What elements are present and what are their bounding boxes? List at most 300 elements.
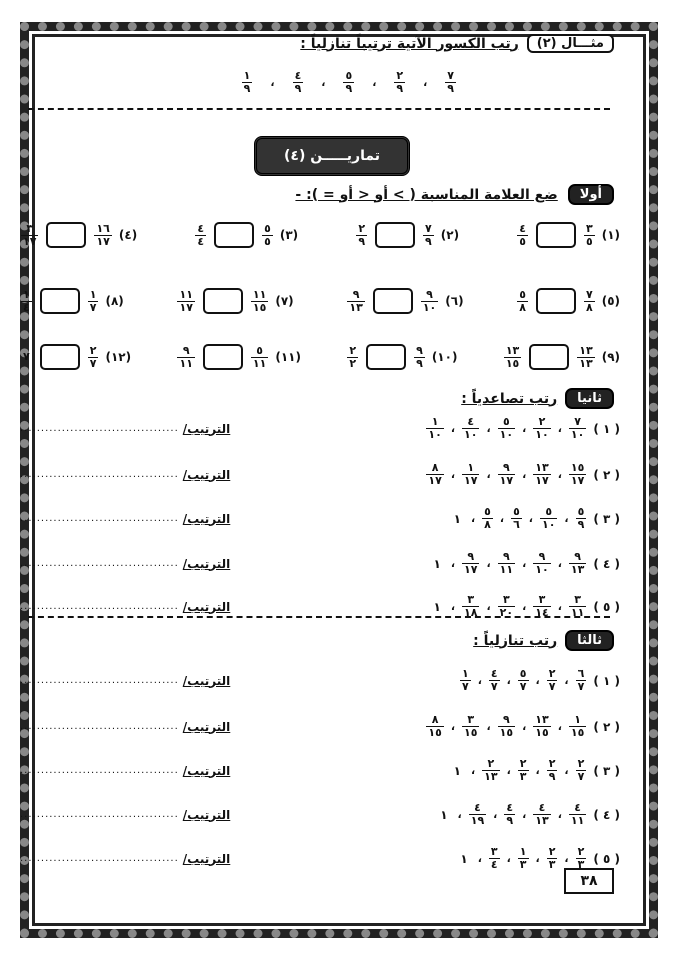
denominator: ١٣ [579,356,593,370]
fraction [195,223,206,248]
denominator: ١٥ [570,726,585,739]
denominator: ١١ [570,814,585,827]
answer-box[interactable] [375,222,415,248]
item-number: ( ٥ ) [593,599,620,614]
comma-separator: ، [535,764,540,777]
numerator: ٤ [294,69,302,82]
item-number: (٨) [105,294,124,308]
item-number: (٣) [279,228,299,242]
denominator: ٩ [396,82,404,95]
numerator: ٥ [264,221,271,235]
denominator: ١٥ [464,726,478,739]
denominator: ٥ [264,234,271,248]
denominator: ١٨ [464,606,478,619]
numerator: ٣ [538,593,546,606]
item-number: ( ٢ ) [593,719,620,734]
numerator: ٥ [513,505,520,518]
divider [28,616,610,618]
order-label: الترتيب/ [182,556,231,571]
denominator: ٧ [548,680,556,693]
numerator: ١١ [252,287,267,301]
answer-box[interactable] [203,288,243,314]
denominator: ٤ [490,858,498,871]
item-number: (١) [601,228,620,242]
numerator: ٢ [548,667,556,680]
item-number: (١١) [275,350,301,364]
comparison-item [174,288,293,314]
numerator: ٢ [577,757,585,770]
answer-box[interactable] [373,288,413,314]
numerator: ٩ [426,287,433,301]
numerator: ١١ [179,287,193,301]
numerator: ١٣ [535,713,549,726]
numerator: ١٣ [505,343,520,357]
comparison-item [344,344,457,370]
denominator: ٨ [519,300,526,314]
part3-instruction: رتب تنازلياً : [473,632,558,649]
denominator: ٦ [513,518,520,531]
denominator: ٧ [519,680,527,693]
part1-instruction: ضع العلامة المناسبة ( > أو < أو = ): - [295,186,558,203]
item-number: (٩) [601,350,620,364]
answer-line[interactable]: ...................................... [20,809,179,820]
denominator: ٣ [577,858,585,871]
denominator: ٧ [461,680,469,693]
comparison-row [18,344,620,370]
numerator: ٩ [503,550,510,563]
denominator: ١١ [499,563,514,576]
answer-box[interactable] [366,344,406,370]
answer-line[interactable]: ...................................... [20,853,179,864]
fraction [533,802,550,827]
order-label: الترتيب/ [182,673,231,688]
comma-separator: ، [486,422,491,435]
ordering-row [20,714,620,739]
denominator: ٧ [577,770,585,783]
numerator: ١٦ [96,221,110,235]
comma-separator: ، [557,557,562,570]
numerator: ١ [243,69,251,82]
comma-separator: ، [321,76,326,89]
fraction [576,506,587,531]
comma-separator: ، [470,512,476,525]
answer-box[interactable] [214,222,254,248]
answer-box[interactable] [529,344,569,370]
fraction [262,223,273,248]
comparison-row [18,222,620,248]
comma-separator: ، [423,76,428,89]
ordering-row [20,416,620,441]
order-label: الترتيب/ [182,467,231,482]
denominator: ١٧ [570,474,585,487]
comma-separator: ، [457,808,462,821]
denominator: ١٣ [535,814,549,827]
numerator: ٤ [197,221,205,235]
numerator: ٨ [431,713,439,726]
comparison-item [18,344,131,370]
numerator: ٧ [574,415,581,428]
comma-separator: ، [557,600,562,613]
comparison-item [514,222,620,248]
comma-separator: ، [564,512,569,525]
fraction [498,551,515,576]
numerator: ٤ [467,415,475,428]
fraction [445,70,456,95]
comparison-item [353,222,459,248]
item-number: ( ١ ) [593,421,620,436]
numerator: ٢ [487,757,495,770]
fraction [540,506,557,531]
denominator: ١٣ [349,300,363,314]
order-label: الترتيب/ [182,763,231,778]
comma-separator: ، [506,852,511,865]
denominator: ٧ [577,680,585,693]
numerator: ٩ [503,461,510,474]
comma-separator: ، [450,468,456,481]
comma-separator: ، [557,422,562,435]
fraction [533,462,550,487]
fraction [533,416,550,441]
fraction [177,345,194,370]
denominator: ١٥ [252,300,267,314]
comma-separator: ، [557,468,562,481]
numerator: ٩ [538,550,546,563]
ordering-row [20,802,620,827]
comma-separator: ، [506,674,511,687]
fraction [460,668,471,693]
ordering-row [20,668,620,693]
whole-number: ١ [433,556,441,571]
comma-separator: ، [522,468,527,481]
item-number: ( ٢ ) [593,467,620,482]
denominator: ٩ [358,234,366,248]
numerator: ٥ [577,505,585,518]
numerator: ٣ [490,845,498,858]
denominator: ١٥ [535,726,549,739]
comparison-item [514,288,620,314]
worksheet-content [18,16,620,900]
denominator: ١٧ [464,474,478,487]
comma-separator: ، [450,720,456,733]
item-number: (٥) [601,294,620,308]
fraction [547,846,558,871]
comma-separator: ، [450,422,456,435]
numerator: ٥ [256,343,263,357]
comma-separator: ، [557,808,562,821]
fraction [21,289,32,314]
denominator: ٩ [243,82,251,95]
fraction [498,416,515,441]
comparison-item [174,344,301,370]
fraction [498,462,515,487]
fraction [504,345,521,370]
order-label: الترتيب/ [182,599,231,614]
comma-separator: ، [557,720,562,733]
answer-box[interactable] [536,222,576,248]
part1-header [295,184,614,205]
fraction [518,758,529,783]
numerator: ٦ [577,667,585,680]
fraction [518,668,529,693]
whole-number: ١ [433,599,441,614]
fraction [343,70,354,95]
numerator: ٥ [545,505,553,518]
numerator: ١ [89,287,97,301]
numerator: ٤ [538,801,546,814]
numerator: ٣ [503,593,510,606]
fraction [426,416,443,441]
denominator: ٣ [519,858,527,871]
numerator: ٩ [467,550,475,563]
answer-line[interactable]: ...................................... [20,469,179,480]
comma-separator: ، [493,808,498,821]
comma-separator: ، [564,674,569,687]
fraction [517,289,528,314]
denominator: ١٧ [499,474,514,487]
numerator: ٥ [519,287,526,301]
item-number: (١٠) [431,350,458,364]
numerator: ٩ [503,713,510,726]
fraction [533,714,550,739]
numerator: ١٣ [535,461,549,474]
comma-separator: ، [522,557,527,570]
numerator: ٣ [585,221,593,235]
part2-header [461,388,614,409]
answer-line[interactable]: ...................................... [20,675,179,686]
fraction [584,223,595,248]
fraction [482,758,499,783]
comma-separator: ، [535,674,540,687]
comma-separator: ، [486,468,491,481]
fraction [518,846,529,871]
ordering-row [20,551,620,576]
fraction [569,551,586,576]
numerator: ٥ [519,667,527,680]
part2-badge: ثانيا [565,388,614,409]
item-number: (٧) [275,294,294,308]
comma-separator: ، [564,764,569,777]
numerator: ١ [467,461,475,474]
numerator: ٥ [503,415,510,428]
answer-line[interactable]: ...................................... [20,558,179,569]
example-header [300,34,614,53]
answer-box[interactable] [40,344,80,370]
denominator: ١٠ [570,428,585,441]
denominator: ٧ [89,300,97,314]
answer-line[interactable]: ...................................... [20,423,179,434]
denominator: ٤ [197,234,205,248]
denominator: ١١ [179,356,193,370]
fraction [576,758,587,783]
fraction [462,551,479,576]
numerator: ٤ [474,801,481,814]
denominator: ٨ [585,300,593,314]
numerator: ٤ [490,667,498,680]
answer-box[interactable] [536,288,576,314]
denominator: ٩ [345,82,353,95]
numerator: ٤ [519,221,526,235]
whole-number: ١ [453,511,461,526]
denominator: ١٣ [484,770,498,783]
item-number: (١٢) [105,350,132,364]
comma-separator: ، [535,852,540,865]
fraction [414,345,425,370]
fraction [251,289,268,314]
answer-box[interactable] [46,222,86,248]
fraction [482,506,493,531]
fraction [489,846,500,871]
item-number: (٢) [440,228,460,242]
fraction [533,551,550,576]
fraction [511,506,522,531]
numerator: ٢ [538,415,546,428]
fraction [569,462,586,487]
comparison-item [344,288,463,314]
numerator: ١ [519,845,527,858]
numerator: ٢ [519,757,527,770]
denominator: ١٥ [428,726,442,739]
answer-line[interactable]: ...................................... [20,601,179,612]
exercises-title [254,136,410,176]
fraction [251,345,268,370]
numerator: ١٥ [570,461,585,474]
answer-box[interactable] [40,288,80,314]
item-number: ( ٤ ) [593,556,620,571]
page-number: ٣٨ [564,868,614,894]
item-number: ( ٣ ) [593,763,620,778]
fraction [462,714,479,739]
comma-separator: ، [528,512,533,525]
denominator: ٩ [548,770,556,783]
denominator: ١٥ [505,356,520,370]
item-number: ( ٤ ) [593,807,620,822]
exercises-title-text: تماريـــــن (٤) [284,148,380,164]
numerator: ٣ [574,593,581,606]
fraction [242,70,253,95]
fraction [423,223,434,248]
fraction [177,289,194,314]
part3-header [473,630,614,651]
comma-separator: ، [486,557,491,570]
numerator: ٥ [345,69,353,82]
numerator: ١ [461,667,469,680]
denominator: ٩ [506,814,514,827]
numerator: ٣ [467,593,475,606]
numerator: ٧ [447,69,454,82]
fraction [426,714,443,739]
order-label: الترتيب/ [182,511,231,526]
answer-box[interactable] [203,344,243,370]
item-number: (٤) [118,228,138,242]
fraction [21,223,38,248]
numerator: ٢ [358,221,366,235]
denominator: ١٠ [499,428,514,441]
denominator: ١٧ [179,300,193,314]
fraction [577,345,594,370]
denominator: ٣ [548,858,556,871]
denominator: ١٠ [535,428,549,441]
numerator: ٤ [574,801,581,814]
fraction [576,668,587,693]
denominator: ١١ [570,606,585,619]
denominator: ٣ [519,770,527,783]
denominator: ٩ [425,234,432,248]
fraction [347,345,358,370]
denominator: ١٤ [535,606,549,619]
whole-number: ١ [453,763,461,778]
comma-separator: ، [486,720,491,733]
denominator: ١٠ [535,563,549,576]
fraction [569,714,586,739]
answer-line[interactable]: ...................................... [20,721,179,732]
comparison-item [501,344,620,370]
fraction [426,462,443,487]
fraction [356,223,367,248]
denominator: ٩ [577,518,585,531]
denominator: ١٧ [464,563,478,576]
comparison-item [192,222,298,248]
denominator: ١٧ [96,234,110,248]
answer-line[interactable]: ...................................... [20,765,179,776]
order-label: الترتيب/ [182,807,231,822]
denominator: ٩ [447,82,454,95]
numerator: ٢ [396,69,404,82]
fraction [394,70,405,95]
numerator: ٢ [577,845,585,858]
ordering-row [20,846,620,871]
fraction [421,289,438,314]
denominator: ١٧ [23,234,37,248]
numerator: ٣ [467,713,475,726]
denominator: ٩ [294,82,302,95]
whole-number: ١ [440,807,448,822]
comma-separator: ، [477,852,482,865]
fraction [347,289,364,314]
example-fractions [228,70,470,95]
fraction [462,416,479,441]
denominator: ١٥ [499,726,514,739]
answer-line[interactable]: ...................................... [20,513,179,524]
item-number: ( ٣ ) [593,511,620,526]
fraction [462,462,479,487]
denominator: ٢٠ [499,606,514,619]
numerator: ١ [574,713,581,726]
numerator: ٢ [349,343,357,357]
comparison-item [18,222,137,248]
fraction [547,668,558,693]
example-instruction: رتب الكسور الآتية ترتيباً تنازلياً : [300,35,519,52]
comparison-item [18,288,124,314]
fraction [88,345,99,370]
comma-separator: ، [564,852,569,865]
item-number: ( ١ ) [593,673,620,688]
fraction [489,668,500,693]
fraction [584,289,595,314]
numerator: ١ [23,287,30,301]
comma-separator: ، [522,720,527,733]
denominator: ٢ [349,356,357,370]
comma-separator: ، [477,674,482,687]
numerator: ٧ [425,221,432,235]
part2-instruction: رتب تصاعدياً : [461,390,558,407]
ordering-row [20,506,620,531]
fraction [517,223,528,248]
comma-separator: ، [450,600,456,613]
denominator: ١٠ [428,428,442,441]
numerator: ٢ [548,845,556,858]
numerator: ٣ [26,221,34,235]
fraction [569,802,586,827]
